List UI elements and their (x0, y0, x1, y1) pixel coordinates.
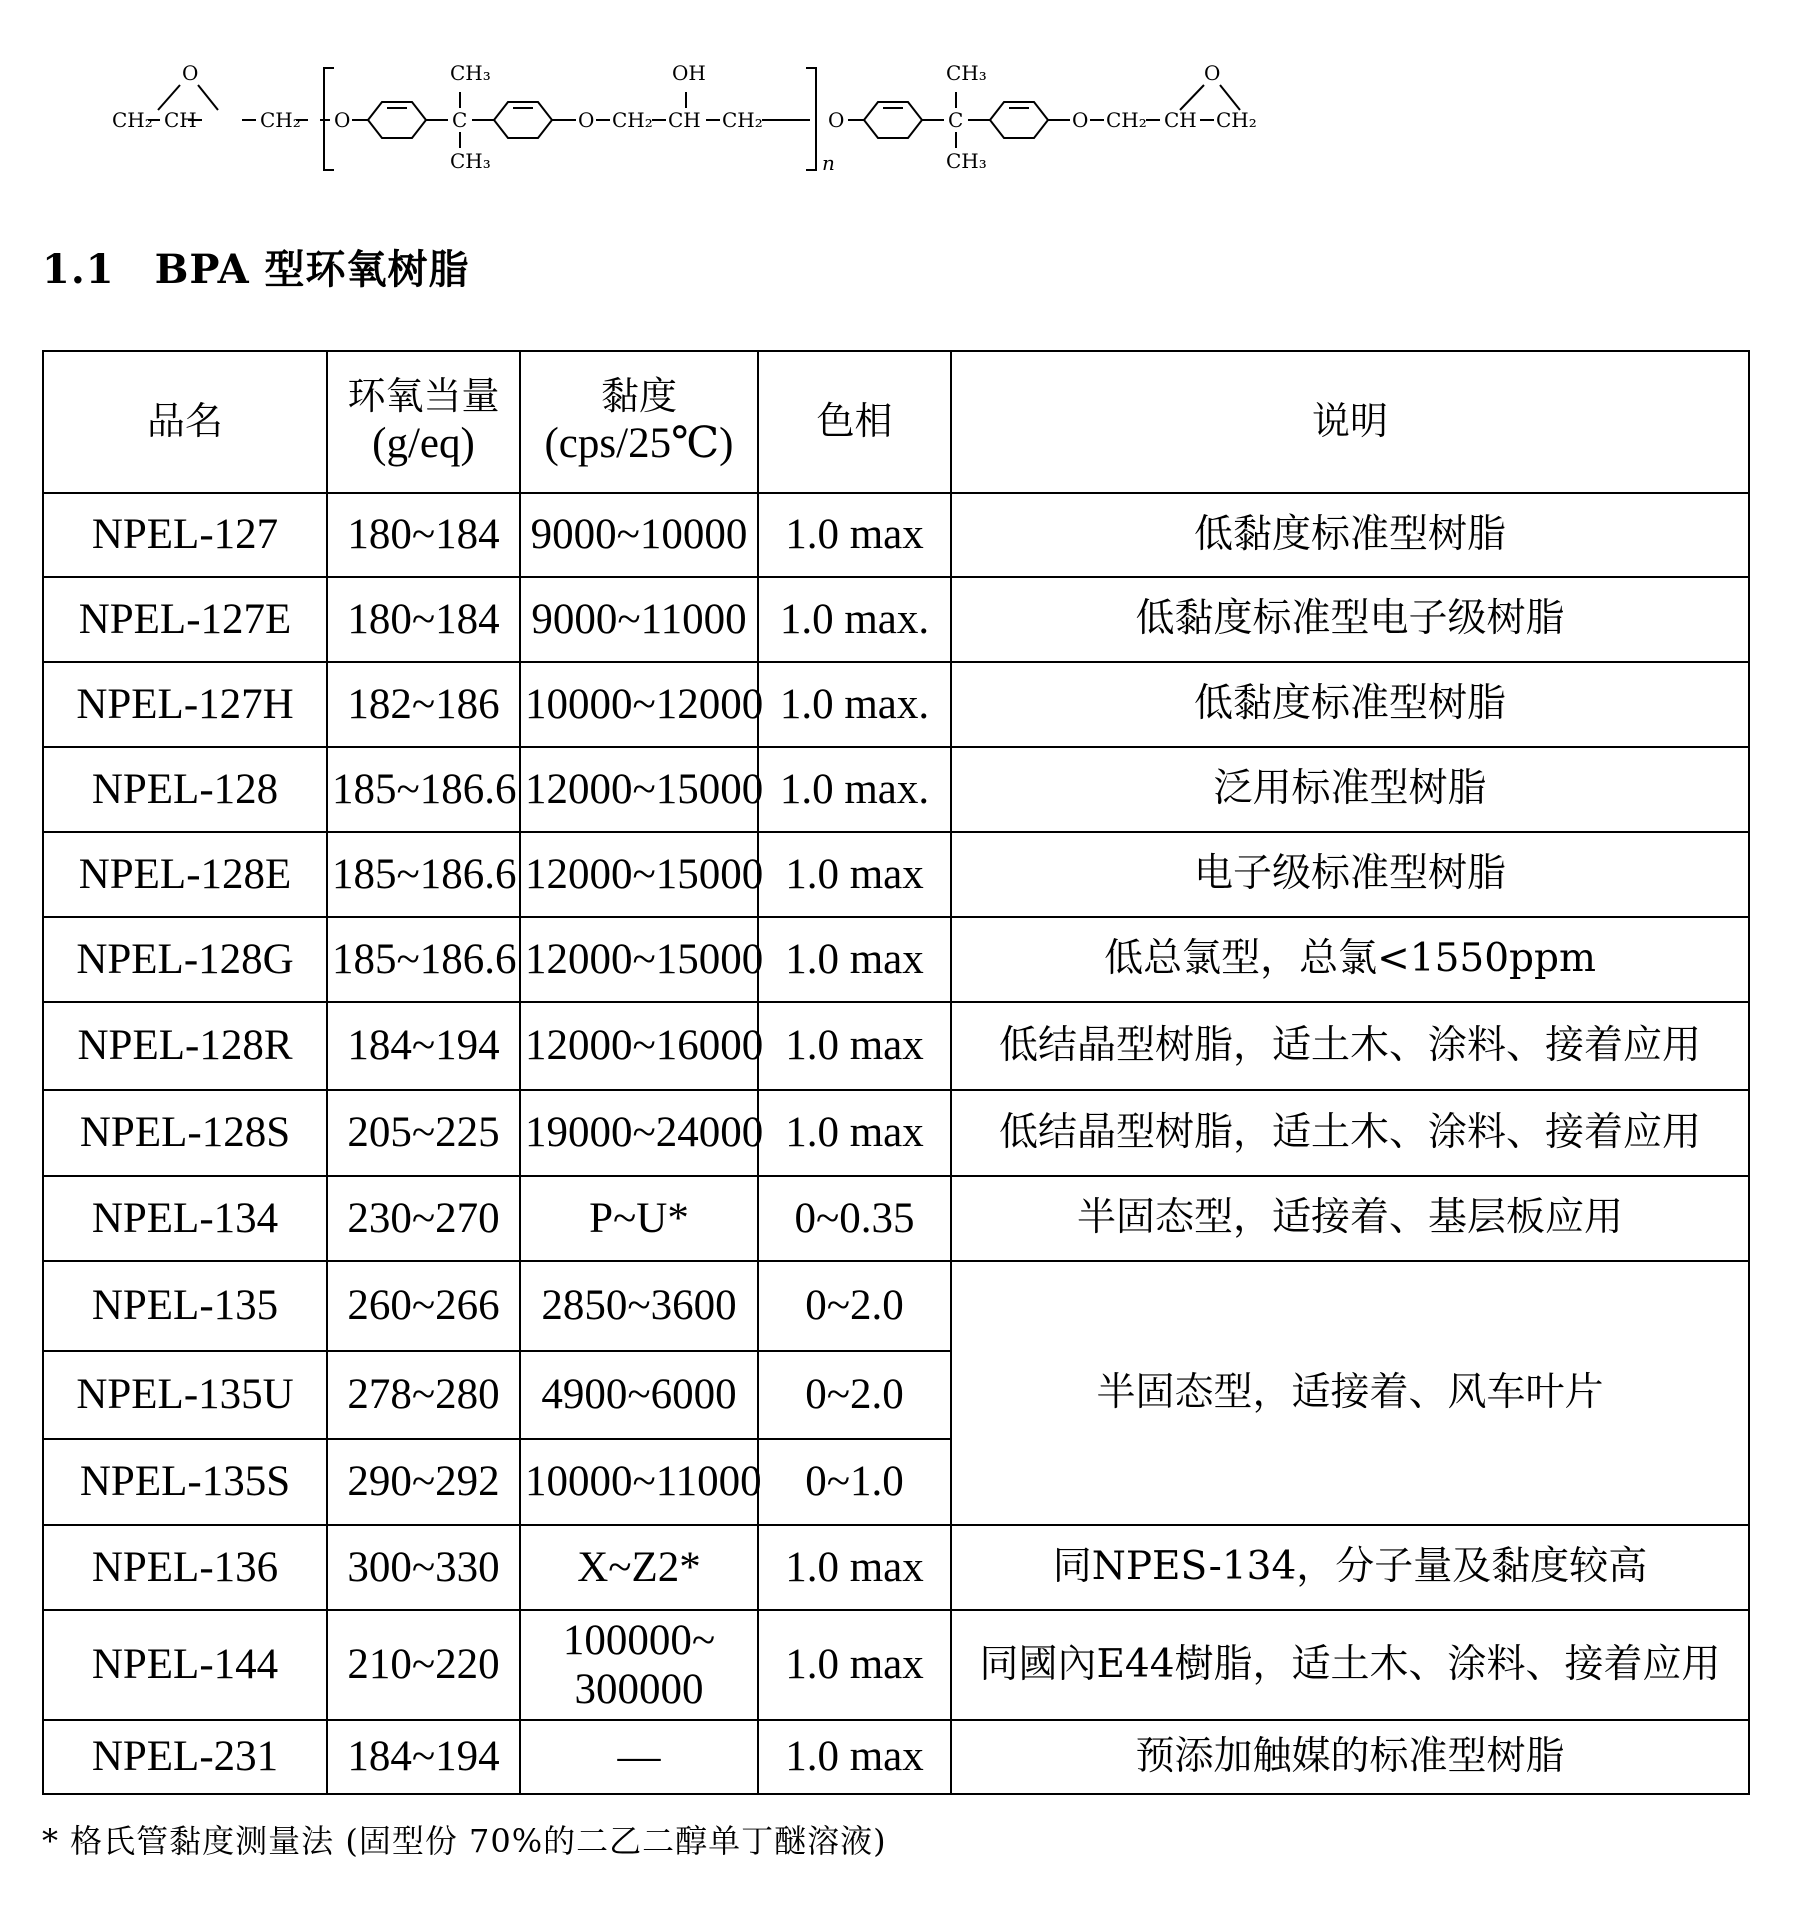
cell-name: NPEL-128E (43, 832, 327, 917)
cell-eew: 205~225 (327, 1090, 520, 1176)
cell-viscosity: 4900~6000 (520, 1351, 758, 1439)
formula-oh: OH (672, 61, 706, 85)
header-description: 说明 (951, 351, 1749, 493)
cell-viscosity: 10000~12000 (520, 662, 758, 747)
header-epoxy-equivalent: 环氧当量 (g/eq) (327, 351, 520, 493)
formula-ch3-top-1: CH₃ (450, 61, 491, 85)
formula-epoxide-oxygen-left: O (182, 61, 199, 85)
cell-viscosity: 12000~15000 (520, 917, 758, 1002)
section-title: BPA 型环氧树脂 (154, 246, 470, 293)
cell-eew: 180~184 (327, 493, 520, 577)
cell-eew: 260~266 (327, 1261, 520, 1351)
cell-name: NPEL-135S (43, 1439, 327, 1525)
cell-eew: 210~220 (327, 1610, 520, 1720)
formula-n: n (822, 151, 835, 175)
cell-viscosity: 12000~15000 (520, 832, 758, 917)
cell-color: 1.0 max. (758, 577, 951, 662)
cell-description: 半固态型，适接着、基层板应用 (951, 1176, 1749, 1261)
cell-eew: 278~280 (327, 1351, 520, 1439)
cell-eew: 180~184 (327, 577, 520, 662)
cell-color: 1.0 max. (758, 747, 951, 832)
cell-viscosity: 12000~15000 (520, 747, 758, 832)
footnote: * 格氏管黏度测量法 (固型份 70%的二乙二醇单丁醚溶液) (42, 1822, 887, 1860)
cell-description: 同國內E44樹脂，适土木、涂料、接着应用 (951, 1610, 1749, 1720)
formula-ch2: CH₂ (260, 108, 301, 132)
cell-viscosity-line2: 300000 (574, 1666, 704, 1713)
formula-ch2-2: CH₂ (612, 108, 653, 132)
section-number: 1.1 (42, 246, 115, 293)
cell-viscosity: 10000~11000 (520, 1439, 758, 1525)
formula-ch3-bottom-2: CH₃ (946, 149, 987, 173)
cell-eew: 184~194 (327, 1720, 520, 1794)
cell-viscosity (520, 1610, 758, 1720)
cell-eew: 300~330 (327, 1525, 520, 1610)
table-row (43, 577, 1749, 662)
formula-ch-2: CH (668, 108, 701, 132)
cell-description: 低黏度标准型树脂 (951, 493, 1749, 577)
cell-color: 1.0 max (758, 1720, 951, 1794)
cell-color: 0~2.0 (758, 1261, 951, 1351)
table-row (43, 493, 1749, 577)
cell-color: 1.0 max. (758, 662, 951, 747)
cell-eew: 185~186.6 (327, 832, 520, 917)
cell-name: NPEL-127H (43, 662, 327, 747)
cell-description: 电子级标准型树脂 (951, 832, 1749, 917)
cell-eew: 290~292 (327, 1439, 520, 1525)
cell-name: NPEL-128 (43, 747, 327, 832)
cell-color: 1.0 max (758, 493, 951, 577)
formula-ch-left: CH (164, 108, 197, 132)
cell-color: 0~0.35 (758, 1176, 951, 1261)
cell-description: 同NPES-134，分子量及黏度较高 (951, 1525, 1749, 1610)
cell-eew: 184~194 (327, 1002, 520, 1090)
cell-viscosity: 12000~16000 (520, 1002, 758, 1090)
formula-oxygen-2: O (578, 108, 595, 132)
structural-formula (110, 20, 1370, 190)
cell-name: NPEL-128R (43, 1002, 327, 1090)
cell-description: 预添加触媒的标准型树脂 (951, 1720, 1749, 1794)
formula-epoxide-oxygen-right: O (1204, 61, 1221, 85)
header-product-name: 品名 (43, 351, 327, 493)
table-row (43, 1090, 1749, 1176)
formula-ch3-top-2: CH₃ (946, 61, 987, 85)
cell-viscosity: P~U* (520, 1176, 758, 1261)
formula-oxygen-4: O (1072, 108, 1089, 132)
product-table (42, 350, 1750, 1795)
cell-viscosity: 2850~3600 (520, 1261, 758, 1351)
formula-carbon-2: C (948, 108, 964, 132)
cell-description: 低总氯型，总氯<1550ppm (951, 917, 1749, 1002)
header-viscosity: 黏度 (cps/25℃) (520, 351, 758, 493)
cell-name: NPEL-128G (43, 917, 327, 1002)
cell-viscosity: 9000~10000 (520, 493, 758, 577)
cell-color: 0~1.0 (758, 1439, 951, 1525)
cell-name: NPEL-134 (43, 1176, 327, 1261)
cell-viscosity: 19000~24000 (520, 1090, 758, 1176)
cell-name: NPEL-127 (43, 493, 327, 577)
product-table-wrapper (42, 350, 1748, 1793)
section-heading (42, 238, 470, 295)
table-row (43, 832, 1749, 917)
cell-name: NPEL-136 (43, 1525, 327, 1610)
formula-ch2-right: CH₂ (1216, 108, 1257, 132)
table-row (43, 1261, 1749, 1351)
formula-oxygen: O (334, 108, 351, 132)
cell-name: NPEL-135U (43, 1351, 327, 1439)
formula-ch3-bottom-1: CH₃ (450, 149, 491, 173)
header-color: 色相 (758, 351, 951, 493)
formula-ch2-4: CH₂ (1106, 108, 1147, 132)
cell-color: 0~2.0 (758, 1351, 951, 1439)
table-row (43, 1002, 1749, 1090)
cell-color: 1.0 max (758, 1610, 951, 1720)
cell-name: NPEL-127E (43, 577, 327, 662)
table-row (43, 1610, 1749, 1720)
cell-name: NPEL-135 (43, 1261, 327, 1351)
cell-description-merged: 半固态型，适接着、风车叶片 (951, 1261, 1749, 1525)
table-header-row (43, 351, 1749, 493)
table-row (43, 1525, 1749, 1610)
cell-viscosity: — (520, 1720, 758, 1794)
formula-svg (110, 20, 1370, 190)
cell-eew: 182~186 (327, 662, 520, 747)
formula-ch2-3: CH₂ (722, 108, 763, 132)
cell-viscosity-line1: 100000~ (562, 1616, 716, 1664)
formula-oxygen-3: O (828, 108, 845, 132)
cell-description: 泛用标准型树脂 (951, 747, 1749, 832)
cell-color: 1.0 max (758, 1525, 951, 1610)
cell-viscosity: 9000~11000 (520, 577, 758, 662)
table-row (43, 917, 1749, 1002)
formula-ch-right: CH (1164, 108, 1197, 132)
cell-name: NPEL-144 (43, 1610, 327, 1720)
formula-ch2-left: CH₂ (112, 108, 153, 132)
cell-viscosity: X~Z2* (520, 1525, 758, 1610)
cell-name: NPEL-231 (43, 1720, 327, 1794)
cell-eew: 230~270 (327, 1176, 520, 1261)
cell-eew: 185~186.6 (327, 917, 520, 1002)
cell-description: 低结晶型树脂，适土木、涂料、接着应用 (951, 1002, 1749, 1090)
cell-color: 1.0 max (758, 1090, 951, 1176)
table-row (43, 1176, 1749, 1261)
cell-description: 低黏度标准型电子级树脂 (951, 577, 1749, 662)
cell-name: NPEL-128S (43, 1090, 327, 1176)
cell-description: 低黏度标准型树脂 (951, 662, 1749, 747)
table-row (43, 747, 1749, 832)
cell-eew: 185~186.6 (327, 747, 520, 832)
cell-description: 低结晶型树脂，适土木、涂料、接着应用 (951, 1090, 1749, 1176)
table-row (43, 662, 1749, 747)
cell-color: 1.0 max (758, 832, 951, 917)
formula-carbon-1: C (452, 108, 468, 132)
table-row (43, 1720, 1749, 1794)
cell-color: 1.0 max (758, 917, 951, 1002)
cell-color: 1.0 max (758, 1002, 951, 1090)
